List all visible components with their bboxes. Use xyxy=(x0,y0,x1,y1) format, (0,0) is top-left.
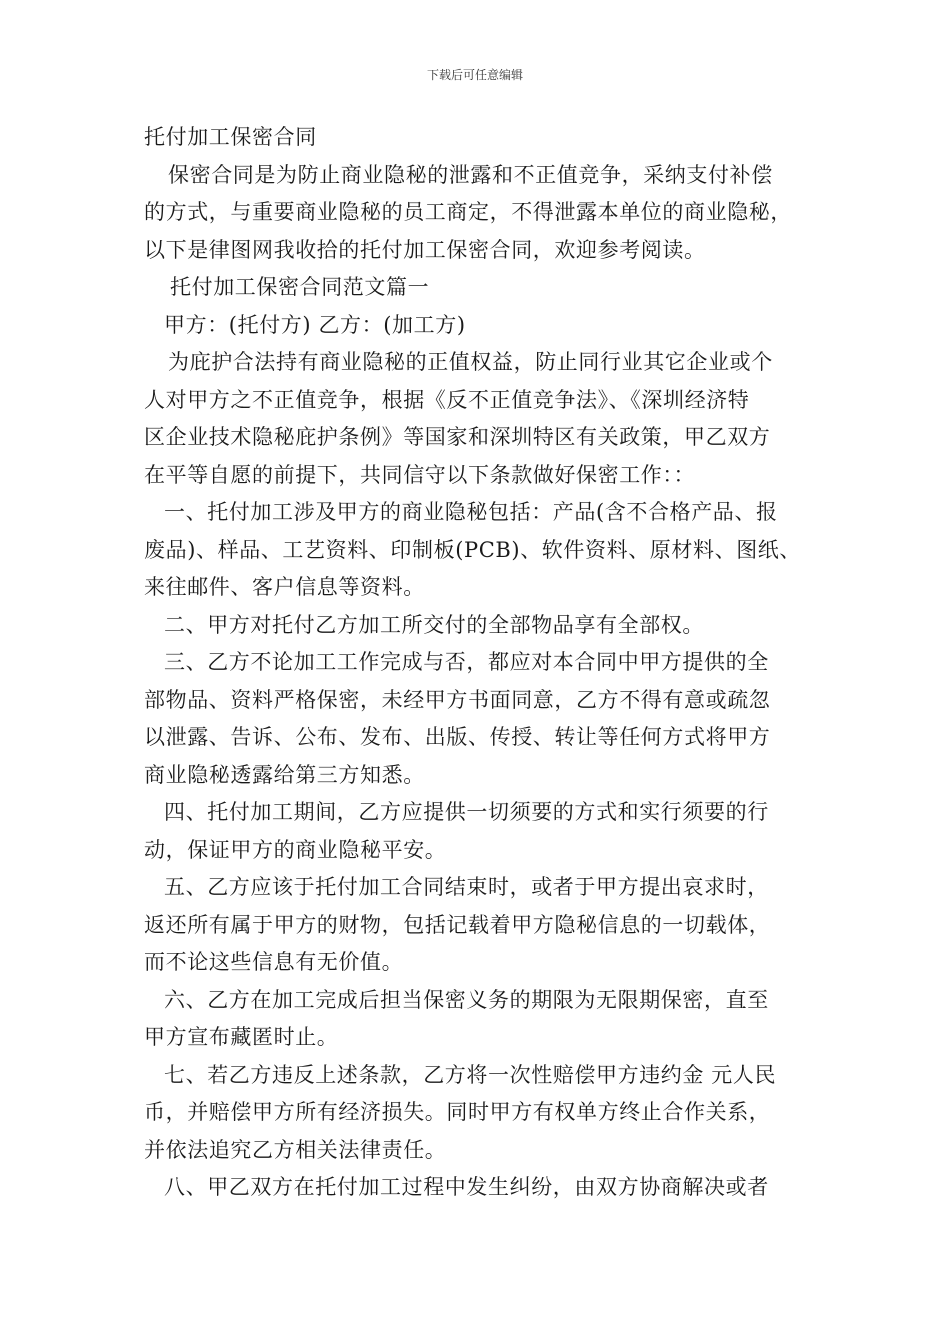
clause-line: 币，并赔偿甲方所有经济损失。同时甲方有权单方终止合作关系， xyxy=(144,1100,771,1124)
clause-line: 商业隐秘透露给第三方知悉。 xyxy=(144,762,425,787)
clause-line: 甲方宣布藏匿时止。 xyxy=(144,1025,339,1049)
document-body xyxy=(144,119,814,1207)
clause-line: 二、甲方对托付乙方加工所交付的全部物品享有全部权。 xyxy=(164,612,704,637)
document-title: 托付加工保密合同 xyxy=(144,125,317,149)
clause-8 xyxy=(144,1169,814,1207)
clause-line: 八、甲乙双方在托付加工过程中发生纠纷，由双方协商解决或者 xyxy=(164,1175,769,1199)
preamble-paragraph xyxy=(144,344,814,494)
clause-line: 废品)、样品、工艺资料、印制板(PCB)、软件资料、原材料、图纸、 xyxy=(144,537,802,562)
clause-line: 一、托付加工涉及甲方的商业隐秘包括：产品(含不合格产品、报 xyxy=(164,500,778,524)
clause-4 xyxy=(144,794,814,869)
clause-1 xyxy=(144,494,814,607)
clause-line: 四、托付加工期间，乙方应提供一切须要的方式和实行须要的行 xyxy=(164,800,769,824)
intro-line: 保密合同是为防止商业隐秘的泄露和不正值竞争，采纳支付补偿 xyxy=(168,162,773,187)
clause-2 xyxy=(144,607,814,645)
clause-line: 并依法追究乙方相关法律责任。 xyxy=(144,1137,447,1162)
intro-line: 以下是律图网我收拾的托付加工保密合同，欢迎参考阅读。 xyxy=(144,237,706,262)
preamble-line: 为庇护合法持有商业隐秘的正值权益，防止同行业其它企业或个 xyxy=(168,350,773,374)
section-title: 托付加工保密合同范文篇一 xyxy=(170,275,430,299)
clause-line: 五、乙方应该于托付加工合同结束时，或者于甲方提出哀求时， xyxy=(164,875,769,899)
clause-line: 部物品、资料严格保密，未经甲方书面同意，乙方不得有意或疏忽 xyxy=(144,687,771,712)
clause-line: 七、若乙方违反上述条款，乙方将一次性赔偿甲方违约金 元人民 xyxy=(164,1062,777,1087)
preamble-line: 区企业技术隐秘庇护条例》等国家和深圳特区有关政策，甲乙双方 xyxy=(144,425,771,449)
clause-line: 六、乙方在加工完成后担当保密义务的期限为无限期保密，直至 xyxy=(164,987,769,1012)
preamble-line: 在平等自愿的前提下，共同信守以下条款做好保密工作：： xyxy=(144,462,696,487)
page-header-note: 下载后可任意编辑 xyxy=(426,68,523,82)
clause-line: 以泄露、告诉、公布、发布、出版、传授、转让等任何方式将甲方 xyxy=(144,725,771,749)
clause-line: 来往邮件、客户信息等资料。 xyxy=(144,575,425,599)
intro-paragraph xyxy=(144,157,814,270)
intro-line: 的方式，与重要商业隐秘的员工商定，不得泄露本单位的商业隐秘， xyxy=(144,200,792,224)
clause-7 xyxy=(144,1057,814,1170)
clause-5 xyxy=(144,869,814,982)
clause-line: 返还所有属于甲方的财物，包括记载着甲方隐秘信息的一切载体， xyxy=(144,912,771,937)
clause-line: 三、乙方不论加工工作完成与否，都应对本合同中甲方提供的全 xyxy=(164,650,769,674)
preamble-line: 人对甲方之不正值竞争，根据《反不正值竞争法》、《深圳经济特 xyxy=(144,387,750,412)
clause-6 xyxy=(144,982,814,1057)
clause-line: 动，保证甲方的商业隐秘平安。 xyxy=(144,837,447,862)
clause-3 xyxy=(144,644,814,794)
clause-line: 而不论这些信息有无价值。 xyxy=(144,950,404,974)
parties-line: 甲方：(托付方) 乙方：(加工方) xyxy=(164,312,466,337)
